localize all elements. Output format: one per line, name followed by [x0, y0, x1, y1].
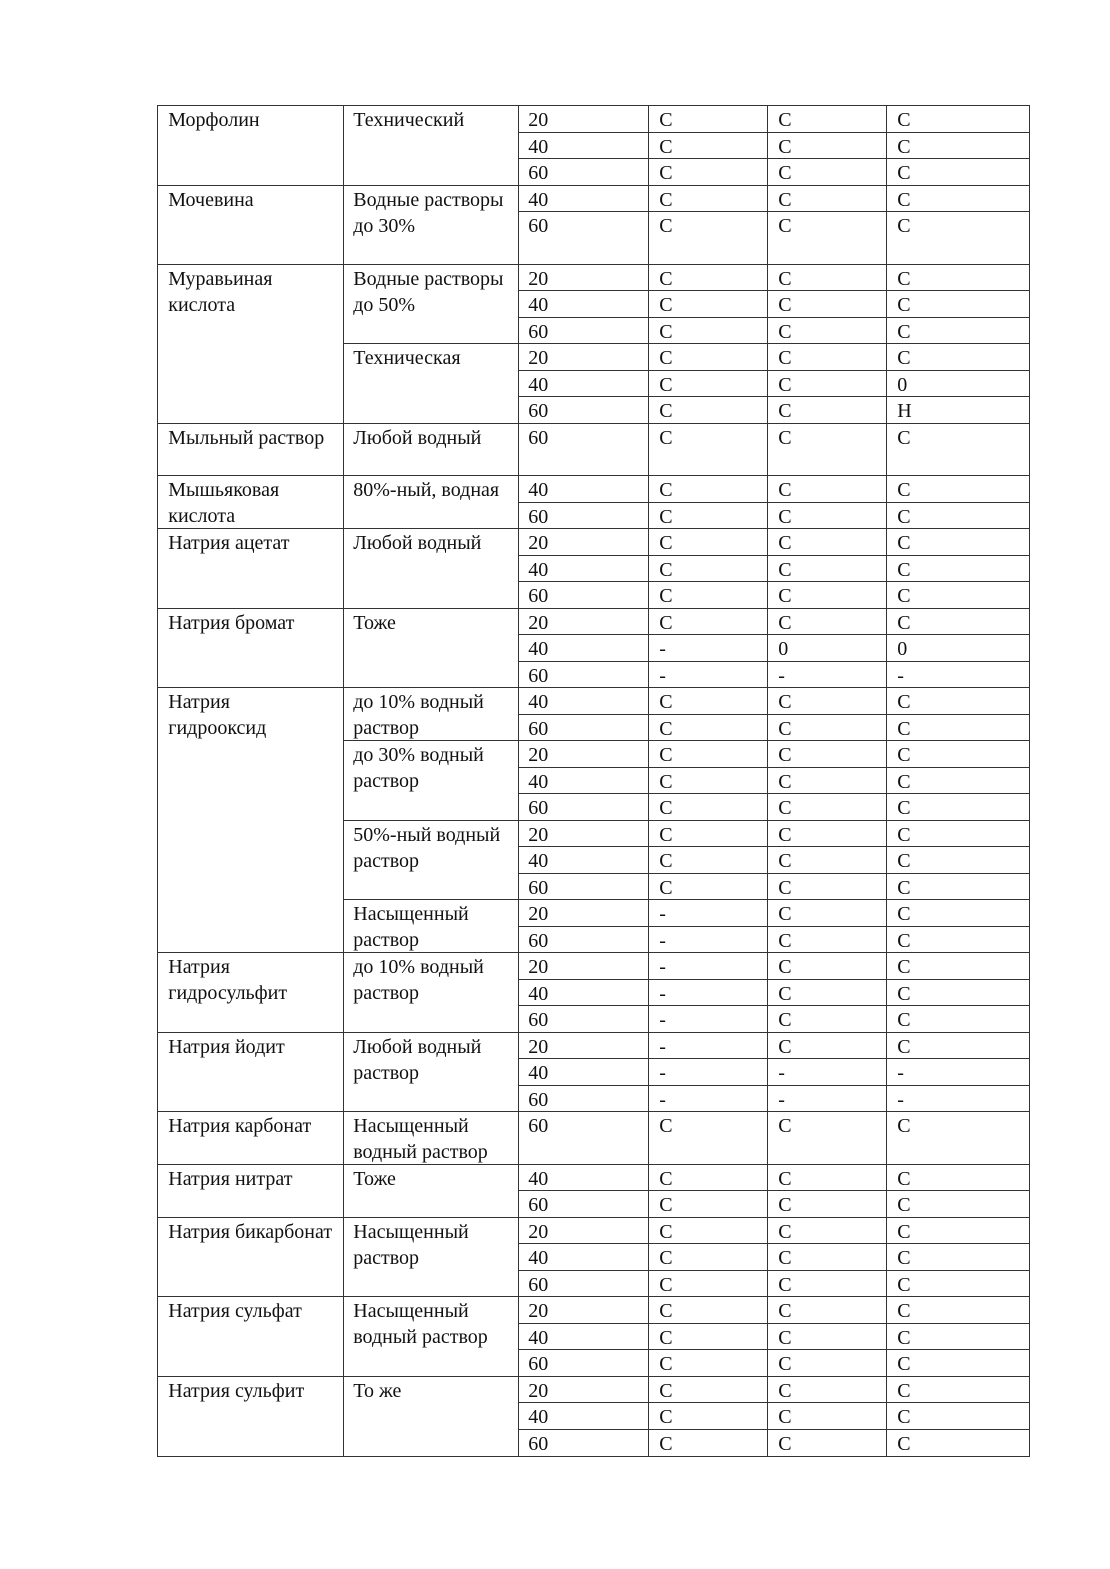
temperature-cell: 20 [517, 820, 650, 848]
substance-cell: Мочевина [157, 185, 344, 266]
substance-cell: Натрия гидрооксид [157, 687, 344, 954]
rating-cell: C [648, 555, 769, 583]
rating-cell: C [767, 767, 888, 795]
rating-cell: C [767, 952, 888, 980]
rating-cell: C [767, 1296, 888, 1324]
rating-cell: C [886, 555, 1030, 583]
rating-cell: C [767, 370, 888, 398]
medium-cell: Водные растворы до 50% [342, 264, 519, 345]
rating-cell: - [648, 1058, 769, 1086]
rating-cell: C [767, 396, 888, 424]
rating-cell: C [767, 926, 888, 954]
substance-cell: Натрия гидросульфит [157, 952, 344, 1033]
rating-cell: C [767, 608, 888, 636]
rating-cell: C [767, 1005, 888, 1033]
rating-cell: C [648, 423, 769, 477]
substance-cell: Натрия бромат [157, 608, 344, 689]
rating-cell: C [648, 793, 769, 821]
rating-cell: C [886, 502, 1030, 530]
temperature-cell: 40 [517, 634, 650, 662]
rating-cell: C [767, 687, 888, 715]
rating-cell: C [767, 1190, 888, 1218]
rating-cell: - [648, 634, 769, 662]
rating-cell: - [648, 1032, 769, 1060]
rating-cell: C [648, 1429, 769, 1457]
rating-cell: C [886, 1376, 1030, 1404]
rating-cell: C [886, 105, 1030, 133]
temperature-cell: 60 [517, 793, 650, 821]
rating-cell: C [886, 1402, 1030, 1430]
rating-cell: C [767, 343, 888, 371]
rating-cell: C [767, 290, 888, 318]
rating-cell: C [886, 475, 1030, 503]
rating-cell: C [767, 1032, 888, 1060]
rating-cell: C [767, 899, 888, 927]
rating-cell: C [886, 264, 1030, 292]
rating-cell: C [886, 740, 1030, 768]
rating-cell: - [767, 661, 888, 689]
medium-cell: до 30% водный раствор [342, 740, 519, 821]
rating-cell: C [886, 793, 1030, 821]
medium-cell: Тоже [342, 608, 519, 689]
rating-cell: C [648, 132, 769, 160]
rating-cell: C [767, 555, 888, 583]
rating-cell: C [886, 714, 1030, 742]
rating-cell: C [886, 581, 1030, 609]
rating-cell: C [648, 185, 769, 213]
temperature-cell: 40 [517, 475, 650, 503]
temperature-cell: 60 [517, 1111, 650, 1165]
rating-cell: C [648, 873, 769, 901]
rating-cell: C [648, 290, 769, 318]
temperature-cell: 40 [517, 132, 650, 160]
substance-cell: Натрия ацетат [157, 528, 344, 609]
temperature-cell: 60 [517, 1429, 650, 1457]
temperature-cell: 60 [517, 873, 650, 901]
substance-cell: Муравьиная кислота [157, 264, 344, 425]
rating-cell: C [886, 343, 1030, 371]
temperature-cell: 60 [517, 1190, 650, 1218]
rating-cell: C [886, 1164, 1030, 1192]
temperature-cell: 40 [517, 767, 650, 795]
temperature-cell: 20 [517, 343, 650, 371]
rating-cell: C [886, 926, 1030, 954]
rating-cell: C [767, 423, 888, 477]
rating-cell: C [648, 1402, 769, 1430]
rating-cell: C [767, 475, 888, 503]
rating-cell: C [767, 1243, 888, 1271]
rating-cell: C [886, 158, 1030, 186]
rating-cell: C [886, 1349, 1030, 1377]
rating-cell: C [767, 581, 888, 609]
temperature-cell: 20 [517, 952, 650, 980]
rating-cell: C [767, 1111, 888, 1165]
temperature-cell: 60 [517, 1005, 650, 1033]
rating-cell: C [648, 370, 769, 398]
medium-cell: 80%-ный, водная [342, 475, 519, 530]
substance-cell: Натрия сульфит [157, 1376, 344, 1457]
rating-cell: C [886, 687, 1030, 715]
temperature-cell: 20 [517, 264, 650, 292]
rating-cell: C [767, 1270, 888, 1298]
temperature-cell: 60 [517, 581, 650, 609]
substance-cell: Натрия бикарбонат [157, 1217, 344, 1298]
rating-cell: C [886, 873, 1030, 901]
rating-cell: C [767, 846, 888, 874]
substance-cell: Мышьяковая кислота [157, 475, 344, 530]
substance-cell: Морфолин [157, 105, 344, 186]
medium-cell: Насыщенный водный раствор [342, 1111, 519, 1165]
rating-cell: C [648, 1296, 769, 1324]
substance-cell: Натрия нитрат [157, 1164, 344, 1219]
rating-cell: C [767, 1429, 888, 1457]
temperature-cell: 20 [517, 528, 650, 556]
rating-cell: C [767, 820, 888, 848]
temperature-cell: 40 [517, 979, 650, 1007]
temperature-cell: 40 [517, 1402, 650, 1430]
medium-cell: до 10% водный раствор [342, 952, 519, 1033]
medium-cell: Техническая [342, 343, 519, 424]
rating-cell: C [648, 687, 769, 715]
temperature-cell: 40 [517, 555, 650, 583]
rating-cell: C [767, 211, 888, 265]
rating-cell: C [648, 1190, 769, 1218]
temperature-cell: 60 [517, 714, 650, 742]
rating-cell: C [886, 820, 1030, 848]
rating-cell: C [767, 264, 888, 292]
temperature-cell: 40 [517, 1323, 650, 1351]
temperature-cell: 60 [517, 502, 650, 530]
temperature-cell: 40 [517, 185, 650, 213]
rating-cell: C [767, 317, 888, 345]
rating-cell: C [648, 343, 769, 371]
temperature-cell: 60 [517, 423, 650, 477]
rating-cell: C [886, 1429, 1030, 1457]
rating-cell: C [648, 581, 769, 609]
temperature-cell: 40 [517, 370, 650, 398]
temperature-cell: 20 [517, 899, 650, 927]
rating-cell: C [648, 767, 769, 795]
rating-cell: C [886, 979, 1030, 1007]
rating-cell: - [648, 926, 769, 954]
rating-cell: C [767, 528, 888, 556]
temperature-cell: 40 [517, 1243, 650, 1271]
rating-cell: C [886, 1323, 1030, 1351]
temperature-cell: 40 [517, 846, 650, 874]
temperature-cell: 40 [517, 687, 650, 715]
rating-cell: C [648, 1270, 769, 1298]
rating-cell: C [886, 1270, 1030, 1298]
substance-cell: Мыльный раствор [157, 423, 344, 477]
medium-cell: Насыщенный раствор [342, 1217, 519, 1298]
rating-cell: C [886, 317, 1030, 345]
rating-cell: - [648, 952, 769, 980]
medium-cell: 50%-ный водный раствор [342, 820, 519, 901]
rating-cell: C [648, 1323, 769, 1351]
temperature-cell: 40 [517, 1164, 650, 1192]
rating-cell: C [886, 846, 1030, 874]
rating-cell: C [886, 1111, 1030, 1165]
rating-cell: C [648, 1217, 769, 1245]
substance-cell: Натрия сульфат [157, 1296, 344, 1377]
temperature-cell: 60 [517, 317, 650, 345]
substance-cell: Натрия йодит [157, 1032, 344, 1113]
temperature-cell: 60 [517, 1085, 650, 1113]
rating-cell: C [886, 132, 1030, 160]
temperature-cell: 20 [517, 608, 650, 636]
temperature-cell: 60 [517, 396, 650, 424]
rating-cell: C [767, 1376, 888, 1404]
rating-cell: C [648, 1164, 769, 1192]
rating-cell: - [648, 1085, 769, 1113]
rating-cell: 0 [886, 370, 1030, 398]
rating-cell: - [886, 661, 1030, 689]
medium-cell: Любой водный [342, 423, 519, 477]
rating-cell: C [767, 1164, 888, 1192]
rating-cell: C [648, 528, 769, 556]
medium-cell: Водные растворы до 30% [342, 185, 519, 266]
rating-cell: C [886, 1243, 1030, 1271]
rating-cell: C [886, 528, 1030, 556]
rating-cell: C [767, 714, 888, 742]
rating-cell: Н [886, 396, 1030, 424]
temperature-cell: 40 [517, 1058, 650, 1086]
rating-cell: C [648, 820, 769, 848]
rating-cell: - [648, 661, 769, 689]
temperature-cell: 20 [517, 1032, 650, 1060]
medium-cell: То же [342, 1376, 519, 1457]
rating-cell: C [886, 290, 1030, 318]
temperature-cell: 20 [517, 105, 650, 133]
rating-cell: C [767, 502, 888, 530]
medium-cell: Насыщенный раствор [342, 899, 519, 954]
rating-cell: C [648, 317, 769, 345]
rating-cell: C [886, 185, 1030, 213]
rating-cell: C [767, 105, 888, 133]
rating-cell: C [886, 1005, 1030, 1033]
rating-cell: - [886, 1058, 1030, 1086]
rating-cell: C [767, 1217, 888, 1245]
temperature-cell: 60 [517, 1349, 650, 1377]
rating-cell: C [767, 873, 888, 901]
rating-cell: C [648, 264, 769, 292]
temperature-cell: 20 [517, 1296, 650, 1324]
temperature-cell: 60 [517, 926, 650, 954]
rating-cell: C [648, 396, 769, 424]
rating-cell: C [886, 423, 1030, 477]
rating-cell: C [648, 740, 769, 768]
temperature-cell: 60 [517, 1270, 650, 1298]
rating-cell: C [648, 1243, 769, 1271]
rating-cell: C [886, 1217, 1030, 1245]
temperature-cell: 60 [517, 158, 650, 186]
rating-cell: C [648, 846, 769, 874]
rating-cell: C [886, 1296, 1030, 1324]
rating-cell: C [767, 1349, 888, 1377]
rating-cell: C [886, 952, 1030, 980]
rating-cell: C [767, 740, 888, 768]
medium-cell: Любой водный [342, 528, 519, 609]
rating-cell: C [886, 211, 1030, 265]
rating-cell: C [648, 1349, 769, 1377]
rating-cell: C [648, 502, 769, 530]
rating-cell: C [648, 1111, 769, 1165]
medium-cell: Любой водный раствор [342, 1032, 519, 1113]
rating-cell: C [648, 158, 769, 186]
medium-cell: до 10% водный раствор [342, 687, 519, 742]
rating-cell: C [648, 1376, 769, 1404]
temperature-cell: 20 [517, 740, 650, 768]
rating-cell: C [886, 608, 1030, 636]
temperature-cell: 40 [517, 290, 650, 318]
rating-cell: C [767, 1402, 888, 1430]
rating-cell: C [886, 1190, 1030, 1218]
medium-cell: Тоже [342, 1164, 519, 1219]
temperature-cell: 60 [517, 661, 650, 689]
substance-cell: Натрия карбонат [157, 1111, 344, 1165]
temperature-cell: 20 [517, 1217, 650, 1245]
rating-cell: - [648, 899, 769, 927]
temperature-cell: 60 [517, 211, 650, 265]
rating-cell: C [886, 899, 1030, 927]
rating-cell: C [648, 105, 769, 133]
rating-cell: - [767, 1085, 888, 1113]
rating-cell: C [886, 1032, 1030, 1060]
medium-cell: Насыщенный водный раствор [342, 1296, 519, 1377]
rating-cell: - [767, 1058, 888, 1086]
rating-cell: C [886, 767, 1030, 795]
temperature-cell: 20 [517, 1376, 650, 1404]
rating-cell: C [648, 714, 769, 742]
rating-cell: - [886, 1085, 1030, 1113]
rating-cell: - [648, 979, 769, 1007]
rating-cell: C [767, 132, 888, 160]
rating-cell: C [767, 158, 888, 186]
rating-cell: - [648, 1005, 769, 1033]
rating-cell: 0 [886, 634, 1030, 662]
medium-cell: Технический [342, 105, 519, 186]
rating-cell: 0 [767, 634, 888, 662]
rating-cell: C [767, 185, 888, 213]
rating-cell: C [648, 211, 769, 265]
rating-cell: C [648, 608, 769, 636]
rating-cell: C [767, 793, 888, 821]
rating-cell: C [767, 1323, 888, 1351]
rating-cell: C [767, 979, 888, 1007]
rating-cell: C [648, 475, 769, 503]
